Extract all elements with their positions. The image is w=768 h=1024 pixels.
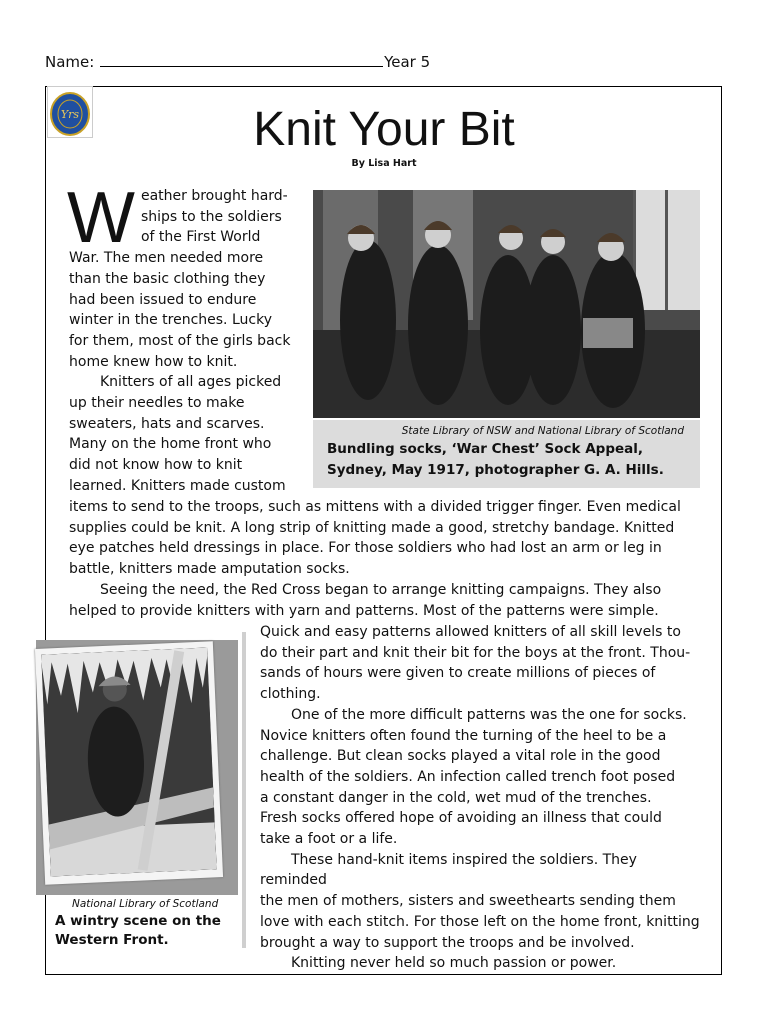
right-column <box>260 622 700 974</box>
name-blank[interactable] <box>100 52 383 67</box>
byline: By Lisa Hart <box>351 158 417 169</box>
intro-column <box>67 178 301 497</box>
photo-caption: Bundling socks, ‘War Chest’ Sock Appeal, Sydney, May 1917, photographer G. A. Hills. <box>327 441 664 478</box>
photo-credit: State Library of NSW and National Library of Scotland <box>401 425 684 437</box>
photo-caption-box <box>313 420 700 488</box>
photo2-caption: A wintry scene on the Western Front. <box>55 913 221 948</box>
name-label: Name: <box>45 53 95 71</box>
photo2-credit: National Library of Scotland <box>72 898 219 910</box>
drop-cap: W <box>67 178 135 258</box>
paragraph-6: Knitting never held so much passion or power. <box>291 955 617 972</box>
paragraph-5: These hand-knit items inspired the soldiers. They reminded the men of mothers, sisters and sweethearts sending them love with each stitch. For those left on the home front, knitting brought a way to support the troops and be involved. <box>260 851 700 951</box>
paragraph-4: One of the more difficult patterns was the one for socks. Novice knitters often found the turning of the heel to be a challenge. But clean socks played a vital role in the good health of the soldiers. An infection called trench foot posed a constant danger in the cold, wet mud of the trenches. Fresh socks offered hope of avoiding an illness that could take a foot or a life. <box>260 706 687 848</box>
svg-text:Yrs: Yrs <box>60 108 80 121</box>
knitting-women-photo <box>313 190 700 418</box>
column-divider <box>242 632 246 948</box>
article-title: Knit Your Bit <box>253 103 515 156</box>
paragraph-2: Knitters of all ages picked <box>100 374 282 391</box>
western-front-photo <box>35 641 223 885</box>
year-label: Year 5 <box>384 53 431 71</box>
header <box>45 52 430 71</box>
paragraph-1: eather brought hard- ships to the soldiers of the First World War. The men needed more than the basic clothing they had been issued to endure winter in the trenches. Lucky for them, most of the girls back home knew how to knit. <box>69 188 291 370</box>
full-width-text: items to send to the troops, such as mittens with a divided trigger finger. Even medical supplies could be knit. A long strip of knitting made a good, stretchy bandage. Knitted eye patches held dressings in place. For those soldiers who had lost an arm or leg in battle, knitters made amputation socks. Seeing the need, the Red Cross began to arrange knitting campaigns. They also helped to provide knitters with yarn and patterns. Most of the patterns were simple. <box>69 499 681 619</box>
paragraph-2-cont: up their needles to make sweaters, hats and scarves. Many on the home front who did not know how to knit learned. Knitters made custom <box>69 395 286 494</box>
paragraph-3-cont: Quick and easy patterns allowed knitters of all skill levels to do their part and knit their bit for the boys at the front. Thou- sands of hours were given to create millions of pieces of clothing. <box>260 624 691 703</box>
